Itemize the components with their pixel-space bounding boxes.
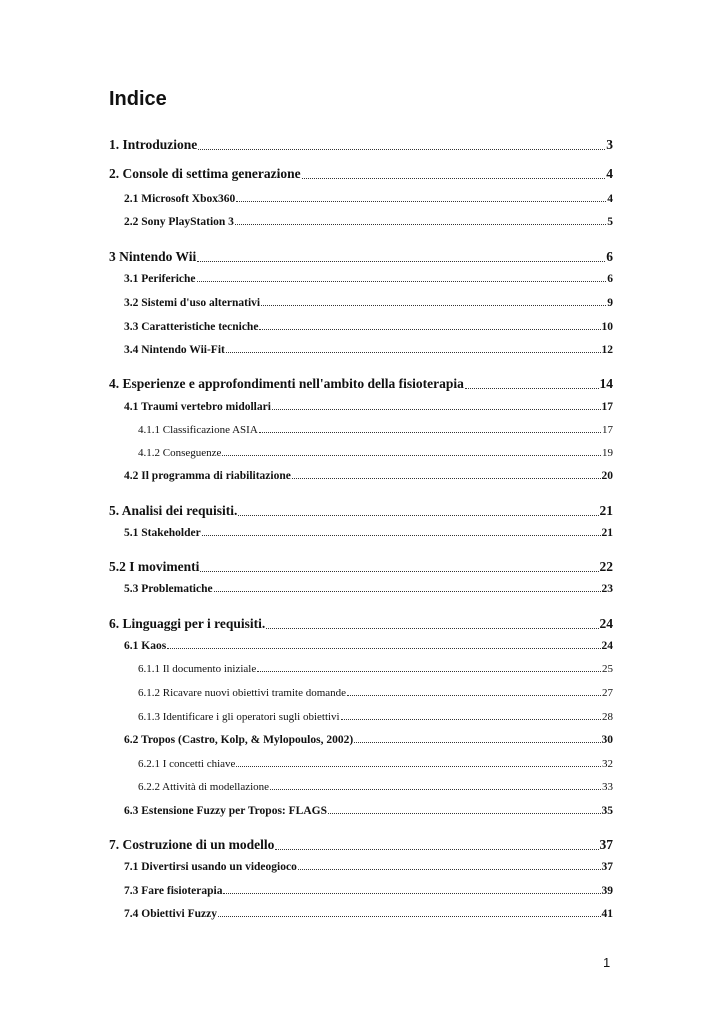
toc-entry[interactable]: [124, 344, 613, 356]
dot-leader: [238, 514, 598, 516]
toc-entry-page: 37: [601, 861, 613, 873]
toc-entry[interactable]: [109, 559, 613, 575]
dot-leader: [222, 454, 601, 456]
toc-entry-page: 4: [607, 193, 613, 205]
toc-entry-title: 5.2 I movimenti: [109, 559, 200, 574]
toc-entry[interactable]: [124, 297, 613, 309]
dot-leader: [298, 868, 601, 870]
toc-entry-title: 3.4 Nintendo Wii-Fit: [124, 344, 225, 356]
toc-entry[interactable]: [124, 273, 613, 285]
toc-entry[interactable]: [124, 470, 613, 482]
toc-entry-title: 6.3 Estensione Fuzzy per Tropos: FLAGS: [124, 805, 327, 817]
toc-entry-title: 6.2 Tropos (Castro, Kolp, & Mylopoulos, 2002): [124, 734, 354, 746]
toc-entry-title: 6.2.1 I concetti chiave: [138, 758, 236, 770]
toc-entry-page: 20: [601, 470, 613, 482]
toc-entry-title: 3 Nintendo Wii: [109, 249, 197, 264]
toc-entry-title: 6.1.1 Il documento iniziale: [138, 663, 257, 675]
toc-entry-page: 25: [602, 663, 613, 675]
toc-entry-title: 3.1 Periferiche: [124, 273, 196, 285]
toc-entry[interactable]: [138, 758, 613, 770]
dot-leader: [236, 765, 601, 767]
toc-entry-page: 35: [601, 805, 613, 817]
toc-entry-title: 6.1.3 Identificare i gli operatori sugli obiettivi: [138, 711, 340, 723]
toc-entry-page: 28: [602, 711, 613, 723]
toc-entry-page: 17: [602, 424, 613, 436]
dot-leader: [266, 627, 598, 629]
toc-entry[interactable]: [109, 166, 613, 182]
toc-entry-page: 9: [607, 297, 613, 309]
toc-entry[interactable]: [109, 137, 613, 153]
dot-leader: [302, 177, 606, 179]
toc-entry[interactable]: [138, 447, 613, 459]
dot-leader: [259, 431, 601, 433]
dot-leader: [202, 534, 601, 536]
toc-entry-page: 39: [601, 885, 613, 897]
toc-entry-page: 6: [606, 249, 613, 264]
toc-entry-title: 4.1.2 Conseguenze: [138, 447, 222, 459]
toc-entry[interactable]: [138, 711, 613, 723]
toc-entry[interactable]: [124, 321, 613, 333]
toc-entry[interactable]: [124, 805, 613, 817]
toc-entry-page: 12: [601, 344, 613, 356]
toc-entry[interactable]: [109, 837, 613, 853]
toc-entry[interactable]: [124, 861, 613, 873]
toc-entry-title: 2.1 Microsoft Xbox360: [124, 193, 236, 205]
dot-leader: [167, 647, 600, 649]
toc-entry-title: 3.3 Caratteristiche tecniche: [124, 321, 259, 333]
dot-leader: [347, 694, 601, 696]
toc-entry-title: 6.1 Kaos: [124, 640, 167, 652]
dot-leader: [197, 280, 607, 282]
toc-entry[interactable]: [138, 781, 613, 793]
toc-entry-page: 4: [606, 166, 613, 181]
dot-leader: [259, 328, 600, 330]
dot-leader: [465, 387, 599, 389]
toc-entry-page: 6: [607, 273, 613, 285]
toc-entry-title: 4. Esperienze e approfondimenti nell'ambito della fisioterapia: [109, 376, 464, 391]
toc-entry-page: 24: [599, 616, 613, 631]
toc-entry-title: 6.2.2 Attività di modellazione: [138, 781, 270, 793]
toc-entry-title: 4.1.1 Classificazione ASIA: [138, 424, 258, 436]
toc-entry-page: 14: [599, 376, 613, 391]
toc-entry-title: 4.2 Il programma di riabilitazione: [124, 470, 291, 482]
toc-entry-page: 19: [602, 447, 613, 459]
toc-entry[interactable]: [124, 908, 613, 920]
dot-leader: [218, 915, 601, 917]
toc-entry-page: 23: [601, 583, 613, 595]
toc-entry-title: 7. Costruzione di un modello: [109, 837, 275, 852]
toc-entry-title: 1. Introduzione: [109, 137, 198, 152]
dot-leader: [270, 788, 601, 790]
page-title: Indice: [109, 88, 167, 110]
toc-entry-page: 27: [602, 687, 613, 699]
toc-entry-page: 37: [599, 837, 613, 852]
dot-leader: [272, 408, 601, 410]
toc-entry[interactable]: [124, 216, 613, 228]
dot-leader: [292, 477, 601, 479]
toc-entry-page: 5: [607, 216, 613, 228]
toc-entry[interactable]: [124, 885, 613, 897]
toc-entry-page: 21: [601, 527, 613, 539]
toc-entry[interactable]: [124, 734, 613, 746]
page-number: 1: [603, 955, 611, 970]
toc-entry-title: 4.1 Traumi vertebro midollari: [124, 401, 271, 413]
toc-entry-title: 6.1.2 Ricavare nuovi obiettivi tramite domande: [138, 687, 347, 699]
toc-entry[interactable]: [124, 527, 613, 539]
toc-entry-title: 5.3 Problematiche: [124, 583, 213, 595]
dot-leader: [257, 670, 601, 672]
toc-entry[interactable]: [109, 249, 613, 265]
toc-entry-page: 10: [601, 321, 613, 333]
toc-entry-title: 5. Analisi dei requisiti.: [109, 503, 238, 518]
toc-entry-page: 17: [601, 401, 613, 413]
toc-entry-page: 32: [602, 758, 613, 770]
dot-leader: [275, 848, 598, 850]
toc-entry-title: 7.4 Obiettivi Fuzzy: [124, 908, 217, 920]
toc-entry[interactable]: [138, 687, 613, 699]
dot-leader: [236, 200, 606, 202]
toc-entry-title: 3.2 Sistemi d'uso alternativi: [124, 297, 261, 309]
toc-entry-page: 30: [601, 734, 613, 746]
toc-entry-title: 6. Linguaggi per i requisiti.: [109, 616, 266, 631]
toc-entry[interactable]: [138, 424, 613, 436]
toc-entry[interactable]: [138, 663, 613, 675]
dot-leader: [341, 718, 601, 720]
dot-leader: [223, 892, 600, 894]
dot-leader: [235, 223, 606, 225]
toc-entry-page: 3: [606, 137, 613, 152]
dot-leader: [226, 351, 601, 353]
dot-leader: [261, 304, 606, 306]
toc-entry-title: 7.3 Fare fisioterapia: [124, 885, 223, 897]
dot-leader: [328, 812, 601, 814]
toc-entry-page: 41: [601, 908, 613, 920]
toc-entry-title: 7.1 Divertirsi usando un videogioco: [124, 861, 297, 873]
toc-entry-title: 2.2 Sony PlayStation 3: [124, 216, 234, 228]
toc-entry-page: 21: [599, 503, 613, 518]
dot-leader: [214, 590, 601, 592]
toc-entry[interactable]: [109, 616, 613, 632]
dot-leader: [354, 741, 600, 743]
toc-entry[interactable]: [124, 193, 613, 205]
toc-entry[interactable]: [109, 503, 613, 519]
toc-entry[interactable]: [124, 640, 613, 652]
toc-entry[interactable]: [124, 583, 613, 595]
toc-entry-title: 2. Console di settima generazione: [109, 166, 301, 181]
dot-leader: [200, 570, 598, 572]
toc-entry-page: 33: [602, 781, 613, 793]
toc-entry-title: 5.1 Stakeholder: [124, 527, 201, 539]
toc-entry[interactable]: [124, 401, 613, 413]
toc-entry[interactable]: [109, 376, 613, 392]
dot-leader: [197, 260, 605, 262]
toc-entry-page: 24: [601, 640, 613, 652]
toc-entry-page: 22: [599, 559, 613, 574]
dot-leader: [198, 148, 605, 150]
